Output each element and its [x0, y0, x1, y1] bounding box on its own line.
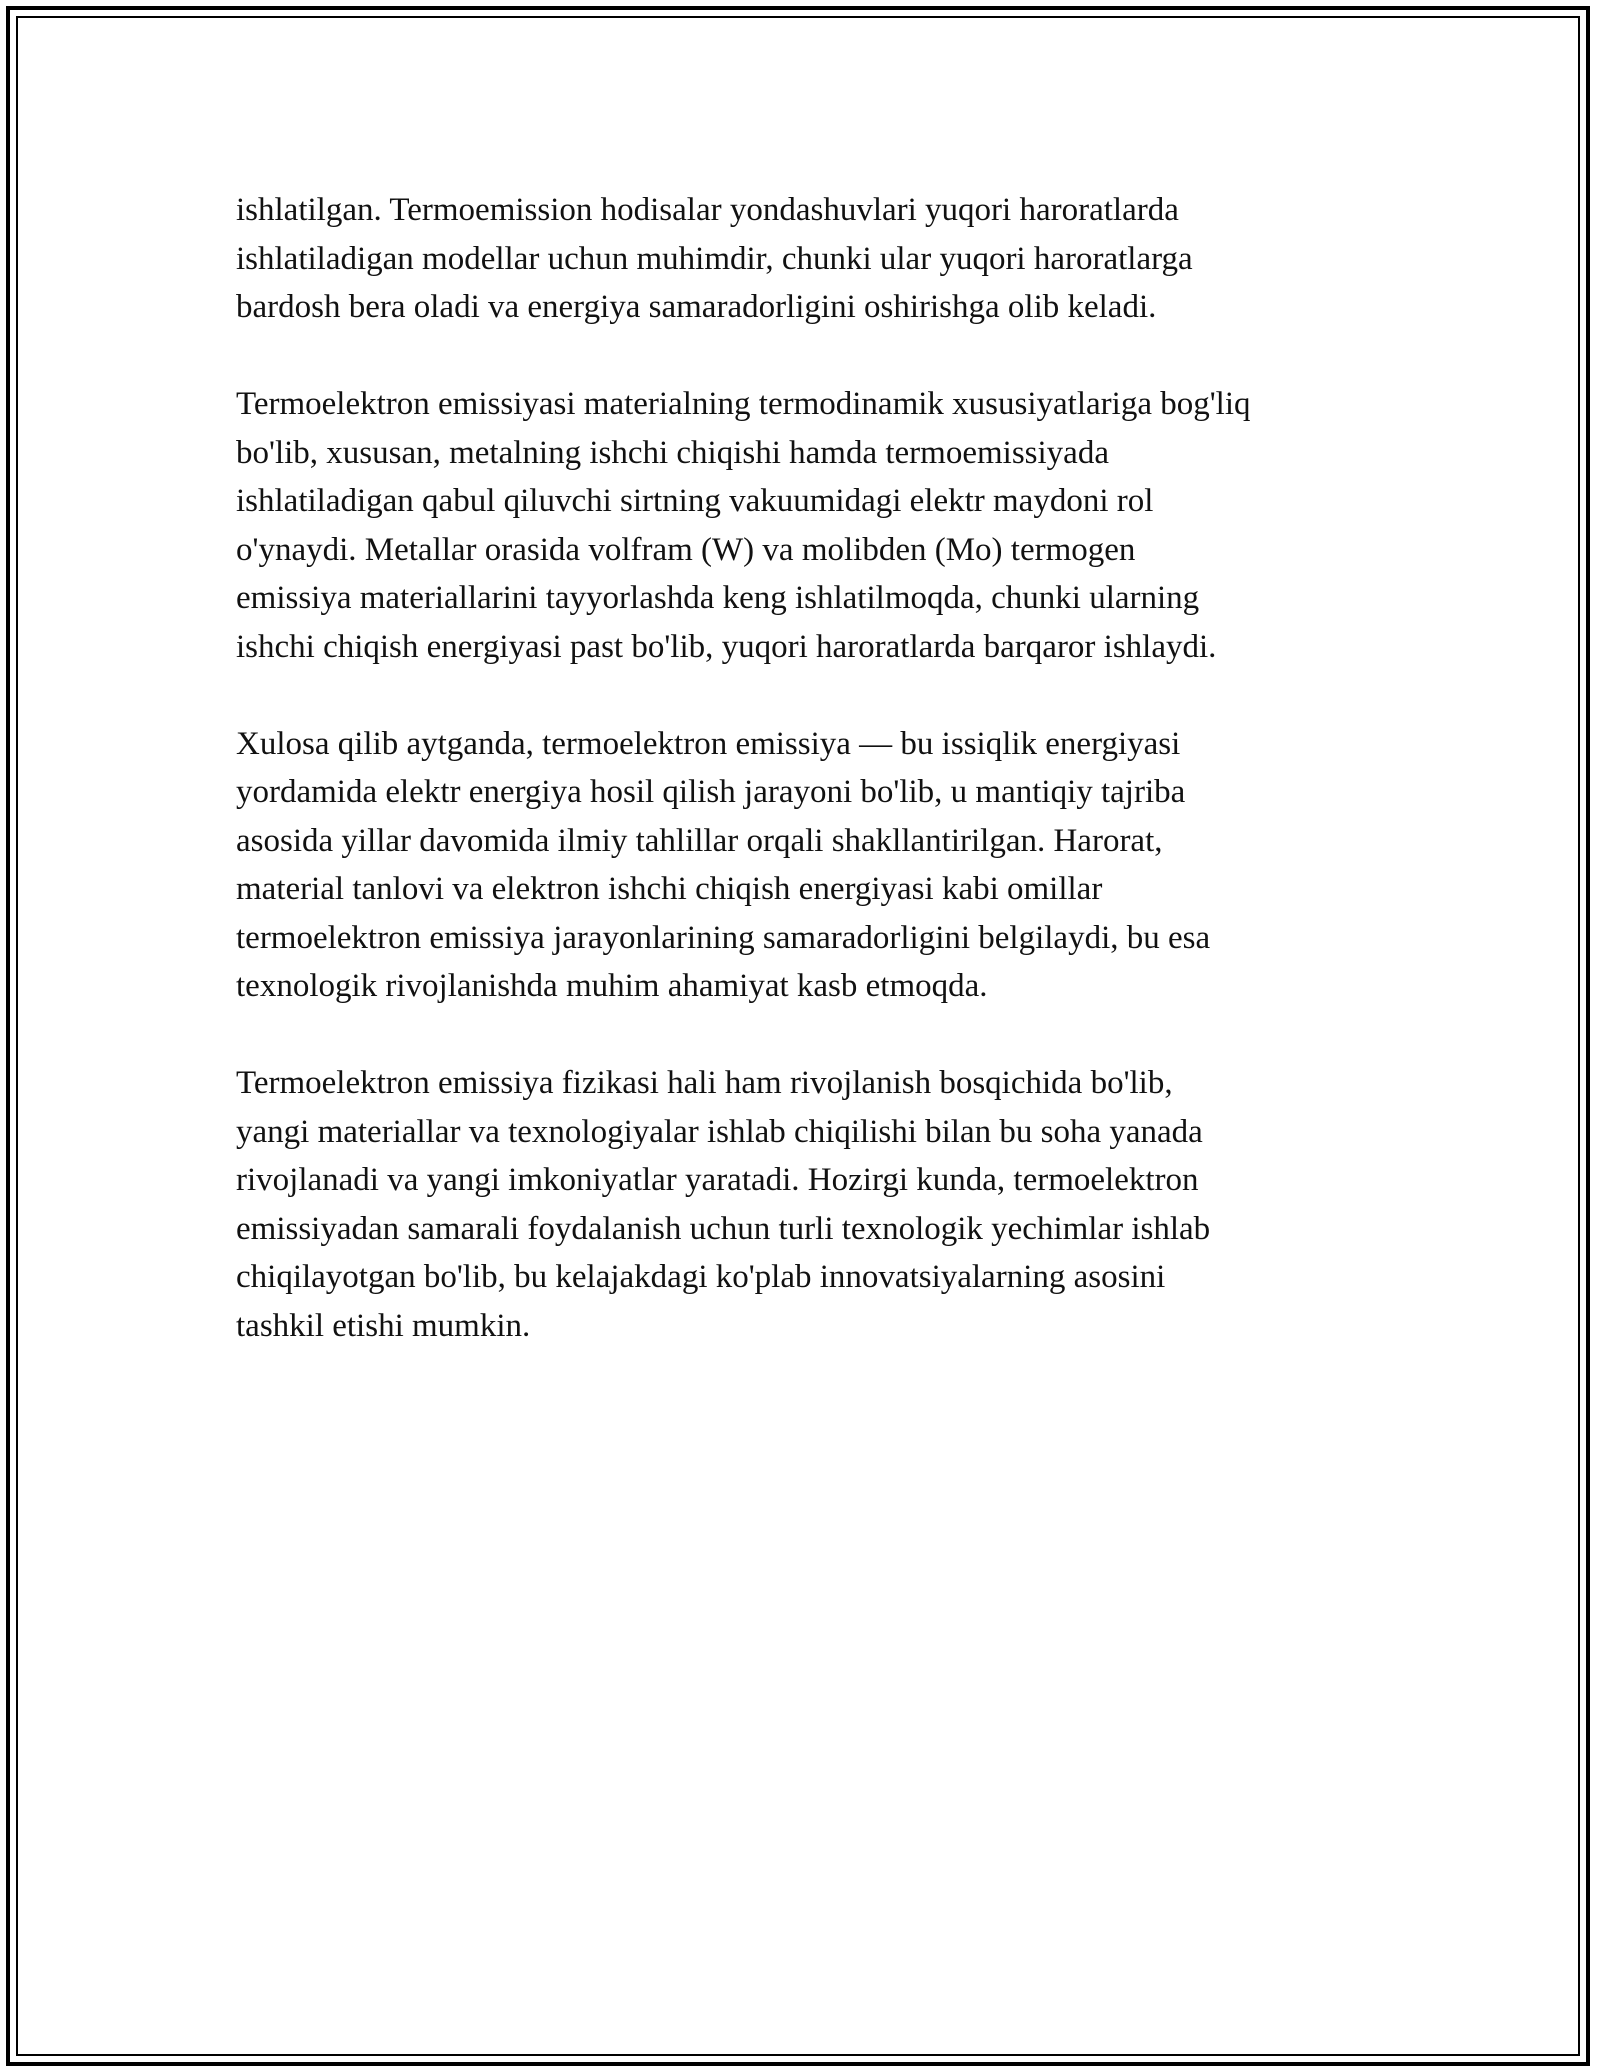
paragraph-3: Xulosa qilib aytganda, termoelektron emissiya — bu issiqlik energiyasi yordamida elektr energiya hosil qilish jarayoni bo'lib, u mantiqiy tajriba asosida yillar davomida ilmiy tahlillar orqali shakllantirilgan. Harorat, material tanlovi va elektron ishchi chiqish energiyasi kabi omillar termoelektron emissiya jarayonlarining samaradorligini belgilaydi, bu esa texnologik rivojlanishda muhim ahamiyat kasb etmoqda. [236, 725, 1211, 1004]
document-body [236, 186, 1386, 1399]
paragraph-1: ishlatilgan. Termoemission hodisalar yondashuvlari yuqori haroratlarda ishlatiladigan modellar uchun muhimdir, chunki ular yuqori haroratlarga bardosh bera oladi va energiya samaradorligini oshirishga olib keladi. [236, 192, 1193, 325]
paragraph-2: Termoelektron emissiyasi materialning termodinamik xususiyatlariga bog'liq bo'lib, xususan, metalning ishchi chiqishi hamda termoemissiyada ishlatiladigan qabul qiluvchi sirtning vakuumidagi elektr maydoni rol o'ynaydi. Metallar orasida volfram (W) va molibden (Mo) termogen emissiya materiallarini tayyorlashda keng ishlatilmoqda, chunki ularning ishchi chiqish energiyasi past bo'lib, yuqori haroratlarda barqaror ishlaydi. [236, 386, 1251, 665]
paragraph-4: Termoelektron emissiya fizikasi hali ham rivojlanish bosqichida bo'lib, yangi materiallar va texnologiyalar ishlab chiqilishi bilan bu soha yanada rivojlanadi va yangi imkoniyatlar yaratadi. Hozirgi kunda, termoelektron emissiyadan samarali foydalanish uchun turli texnologik yechimlar ishlab chiqilayotgan bo'lib, bu kelajakdagi ko'plab innovatsiyalarning asosini tashkil etishi mumkin. [236, 1065, 1211, 1344]
